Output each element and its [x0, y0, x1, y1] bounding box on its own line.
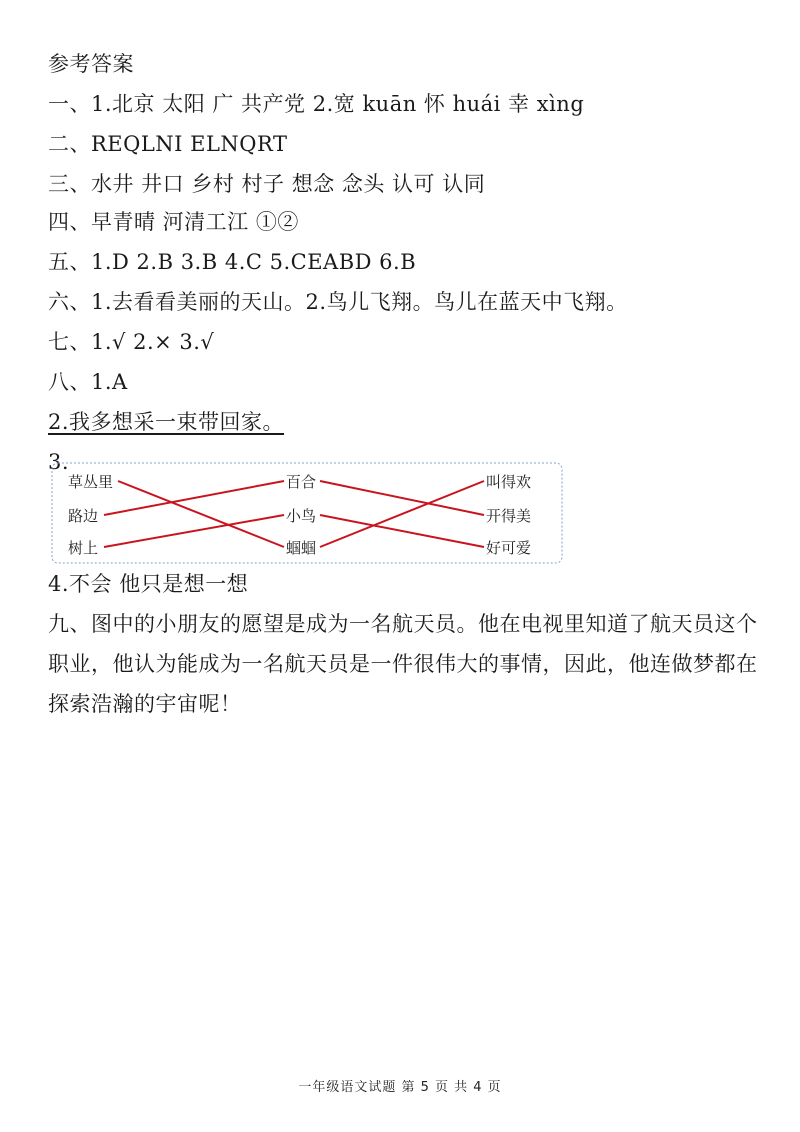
- answer-section-3: 三、水井 井口 乡村 村子 想念 念头 认可 认同: [48, 172, 486, 196]
- connector-middle-to-right-0-1: [320, 481, 484, 515]
- answer-section-8-item-3-label: 3.: [48, 450, 70, 474]
- connector-middle-to-right-2-0: [320, 481, 484, 547]
- right-word-1: 开得美: [486, 507, 532, 525]
- answer-section-4: 四、早青晴 河清工江 ①②: [48, 210, 299, 234]
- answer-section-8: 八、1.A: [48, 370, 128, 394]
- answer-key-title: 参考答案: [48, 52, 134, 76]
- answer-section-1: 一、1.北京 太阳 广 共产党 2.宽 kuān 怀 huái 幸 xìng: [48, 92, 585, 116]
- middle-word-1: 小鸟: [286, 507, 317, 525]
- right-word-0: 叫得欢: [486, 473, 532, 491]
- left-word-1: 路边: [68, 507, 99, 525]
- connector-middle-to-right-1-2: [320, 515, 484, 547]
- right-word-2: 好可爱: [486, 539, 532, 557]
- answer-section-5: 五、1.D 2.B 3.B 4.C 5.CEABD 6.B: [48, 250, 417, 274]
- answer-section-8-item-4: 4.不会 他只是想一想: [48, 572, 249, 596]
- page-footer: 一年级语文试题 第 5 页 共 4 页: [298, 1080, 502, 1095]
- answer-section-7: 七、1.√ 2.× 3.√: [48, 330, 215, 354]
- connector-left-to-middle-0-2: [118, 481, 284, 547]
- answer-section-2: 二、REQLNI ELNQRT: [48, 132, 288, 156]
- middle-word-0: 百合: [286, 473, 317, 491]
- answer-section-8-item-2: 2.我多想采一束带回家。: [48, 410, 285, 434]
- left-word-0: 草丛里: [68, 473, 114, 491]
- answer-section-6: 六、1.去看看美丽的天山。2.鸟儿飞翔。鸟儿在蓝天中飞翔。: [48, 290, 628, 314]
- answer-section-9: 九、图中的小朋友的愿望是成为一名航天员。他在电视里知道了航天员这个职业，他认为能成为一名航天员是一件很伟大的事情，因此，他连做梦都在探索浩瀚的宇宙呢！: [48, 612, 758, 716]
- left-word-2: 树上: [68, 539, 99, 557]
- middle-word-2: 蝈蝈: [286, 539, 317, 557]
- connector-left-to-middle-2-1: [104, 515, 284, 547]
- matching-exercise: [48, 456, 568, 568]
